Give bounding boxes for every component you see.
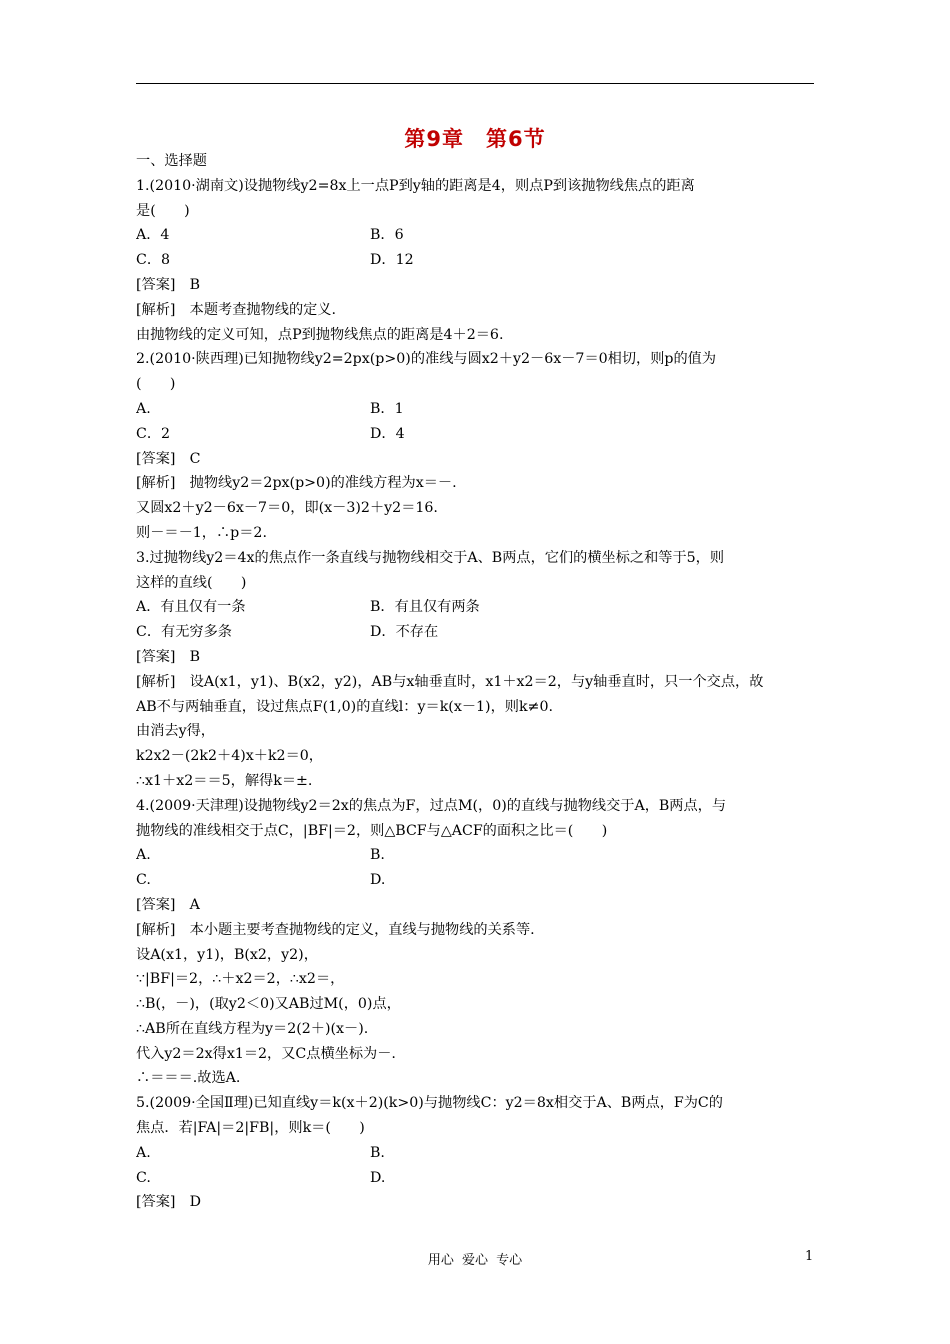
text-line: ∴＝＝＝.故选A. — [136, 1070, 241, 1087]
text-line: [解析] 本小题主要考查抛物线的定义，直线与抛物线的关系等. — [136, 921, 535, 938]
text-line: [答案] C — [136, 450, 201, 467]
header-rule — [136, 83, 814, 84]
text-line: ( ) — [136, 376, 176, 393]
option-row — [136, 248, 816, 273]
page-number: 1 — [805, 1249, 814, 1264]
text-line: 由消去y得， — [136, 723, 215, 740]
text-line: [答案] B — [136, 276, 201, 293]
option-row — [136, 620, 816, 645]
option-text: A. — [136, 847, 151, 864]
option-row — [136, 422, 816, 447]
option-text: A．有且仅有一条 — [136, 599, 246, 616]
option-text: C．8 — [136, 252, 171, 269]
text-line: 又圆x2＋y2－6x－7＝0，即(x－3)2＋y2＝16. — [136, 500, 438, 517]
text-line: [答案] A — [136, 896, 200, 913]
option-text: A. — [136, 400, 151, 417]
option-text: C．有无穷多条 — [136, 624, 232, 641]
option-text: D．12 — [370, 252, 414, 269]
text-line: ∵|BF|＝2，∴＋x2＝2，∴x2＝， — [136, 971, 345, 988]
text-line: [解析] 本题考查抛物线的定义. — [136, 301, 337, 318]
option-row — [136, 843, 816, 868]
text-line: 1.(2010·湖南文)设抛物线y2=8x上一点P到y轴的距离是4，则点P到该抛物线焦点的距离 — [136, 177, 695, 194]
option-text: C．2 — [136, 425, 171, 442]
option-row — [136, 868, 816, 893]
option-text: C. — [136, 872, 151, 889]
text-line: AB不与两轴垂直，设过焦点F(1,0)的直线l：y＝k(x－1)，则k≠0. — [136, 698, 553, 715]
option-row — [136, 1166, 816, 1191]
text-line: 焦点．若|FA|＝2|FB|，则k＝( ) — [136, 1120, 365, 1137]
option-row — [136, 595, 816, 620]
text-line: 这样的直线( ) — [136, 574, 247, 591]
option-text: D. — [370, 1169, 386, 1186]
option-text: D．不存在 — [370, 624, 439, 641]
text-line: 一、选择题 — [136, 153, 207, 169]
text-line: 是( ) — [136, 202, 190, 219]
footer-text: 用心 爱心 专心 — [427, 1253, 523, 1268]
option-text: B. — [370, 847, 385, 864]
option-text: B．1 — [370, 400, 404, 417]
text-line: 5.(2009·全国Ⅱ理)已知直线y＝k(x＋2)(k>0)与抛物线C：y2＝8x相交于A、B两点，F为C的 — [136, 1095, 723, 1112]
page-title: 第9章 第6节 — [404, 127, 546, 151]
option-text: B. — [370, 1144, 385, 1161]
option-text: A．4 — [136, 227, 170, 244]
option-row — [136, 397, 816, 422]
option-text: D．4 — [370, 425, 405, 442]
text-line: 则－＝－1，∴p＝2. — [136, 524, 267, 541]
text-line: ∴AB所在直线方程为y＝2(2＋)(x－). — [136, 1020, 369, 1037]
text-line: 设A(x1，y1)，B(x2，y2)， — [136, 946, 318, 963]
text-line: [解析] 抛物线y2＝2px(p>0)的准线方程为x＝－. — [136, 475, 457, 492]
option-text: B．有且仅有两条 — [370, 599, 480, 616]
option-text: A. — [136, 1144, 151, 1161]
option-text: D. — [370, 872, 386, 889]
text-line: 代入y2＝2x得x1＝2，又C点横坐标为－. — [136, 1045, 396, 1062]
text-line: 3.过抛物线y2＝4x的焦点作一条直线与抛物线相交于A、B两点，它们的横坐标之和等于5，则 — [136, 549, 725, 566]
text-line: 由抛物线的定义可知，点P到抛物线焦点的距离是4＋2＝6. — [136, 326, 504, 343]
text-line: ∴B(，－)，(取y2＜0)又AB过M(，0)点， — [136, 996, 401, 1013]
text-line: k2x2－(2k2＋4)x＋k2＝0， — [136, 748, 323, 765]
text-line: [答案] D — [136, 1194, 202, 1211]
option-text: C. — [136, 1169, 151, 1186]
text-line: [解析] 设A(x1，y1)、B(x2，y2)，AB与x轴垂直时，x1＋x2＝2，与y轴垂直时，只一个交点，故 — [136, 673, 764, 690]
text-line: [答案] B — [136, 648, 201, 665]
text-line: 4.(2009·天津理)设抛物线y2＝2x的焦点为F，过点M(，0)的直线与抛物线交于A，B两点，与 — [136, 797, 727, 814]
text-line: ∴x1＋x2＝＝5，解得k＝±. — [136, 772, 313, 789]
option-row — [136, 1141, 816, 1166]
text-line: 2.(2010·陕西理)已知抛物线y2=2px(p>0)的准线与圆x2＋y2－6x－7＝0相切，则p的值为 — [136, 351, 717, 368]
document-body — [136, 149, 816, 1215]
option-row — [136, 223, 816, 248]
text-line: 抛物线的准线相交于点C，|BF|＝2，则△BCF与△ACF的面积之比＝( ) — [136, 822, 608, 839]
option-text: B．6 — [370, 227, 404, 244]
